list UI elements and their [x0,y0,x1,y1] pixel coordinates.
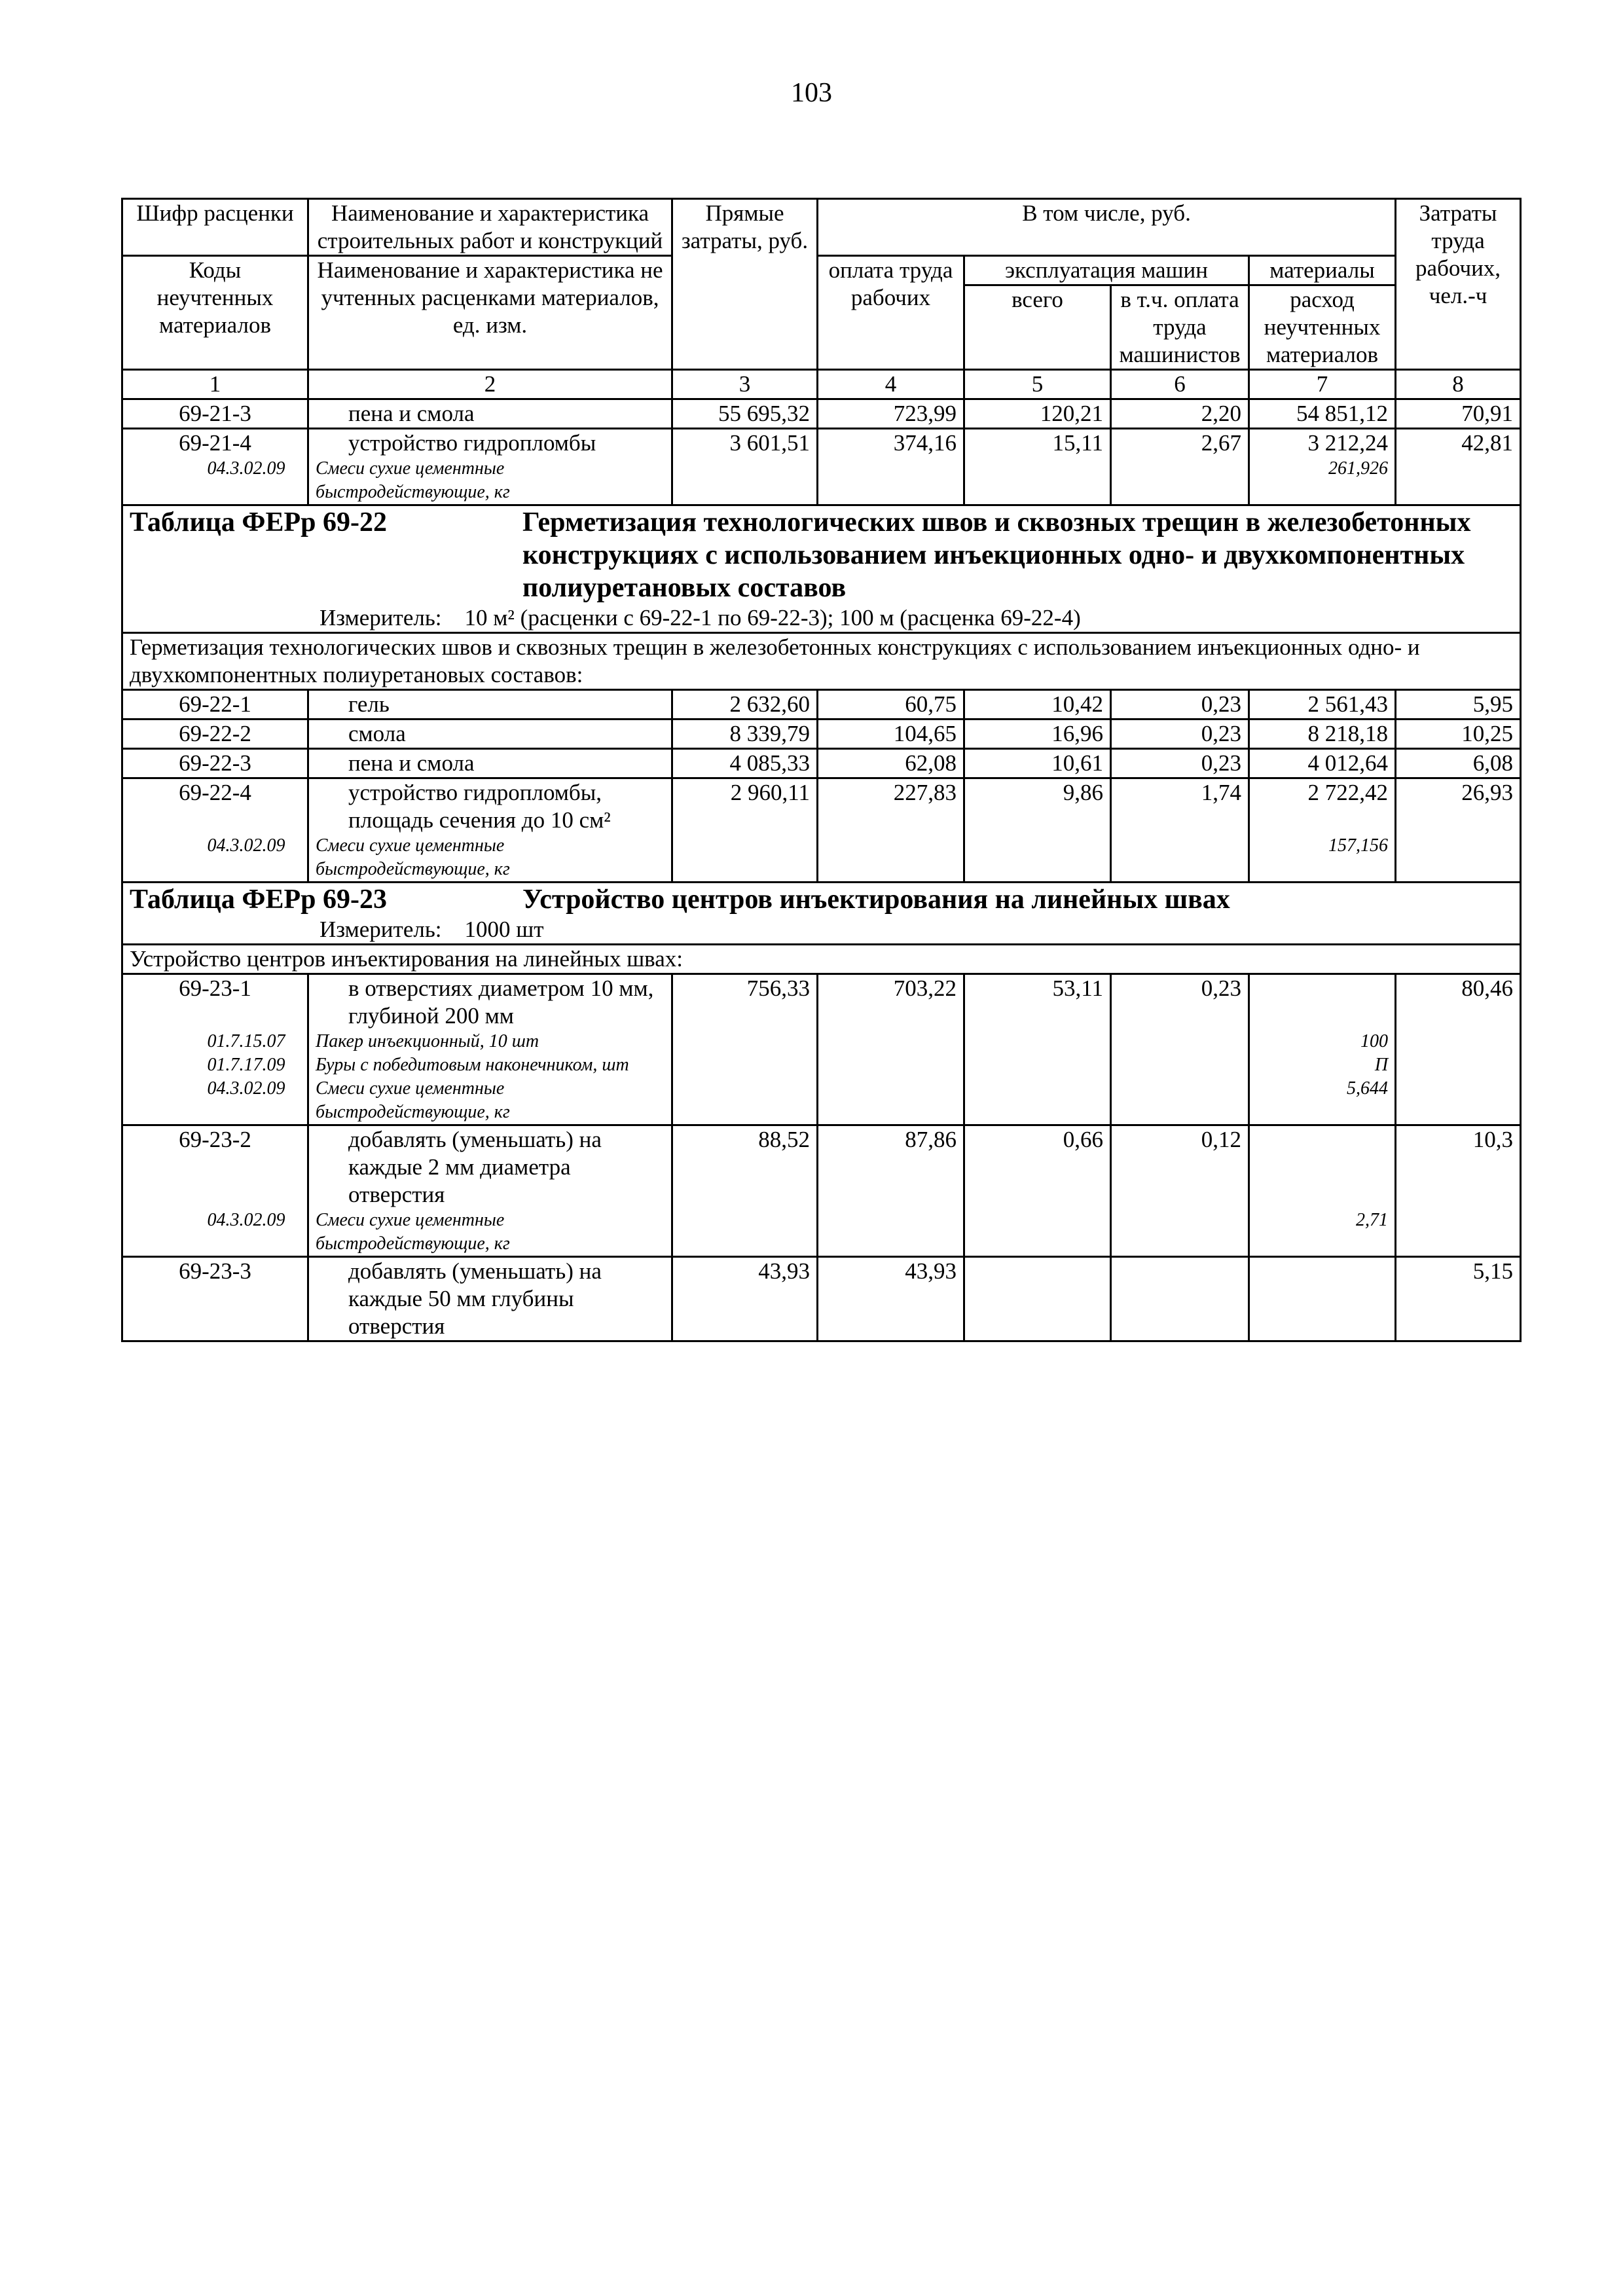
rate-cell-code [122,749,308,778]
rate-cell-materials-cost [1249,399,1396,429]
rate-labor-hours: 42,81 [1461,430,1514,456]
col-direct-header: Прямые затраты, руб. [672,199,818,370]
rate-cell-code [122,690,308,720]
rate-cell-code [122,429,308,505]
rate-machines-total: 120,21 [1040,401,1103,426]
rate-name: устройство гидропломбы [348,430,596,456]
rate-code: 69-22-4 [179,780,251,805]
rate-name: в отверстиях диаметром 10 мм, глубиной 200 мм [348,975,654,1029]
col-number: 6 [1111,370,1249,399]
rate-direct-cost: 2 960,11 [730,780,810,805]
rate-cell-direct-cost [672,1125,818,1257]
rate-machines-total: 10,42 [1051,691,1103,717]
rate-cell-machines-total [964,749,1111,778]
rate-row [122,399,1521,429]
rate-name: устройство гидропломбы, площадь сечения до 10 см² [348,780,611,833]
rate-cell-labor-pay [818,749,964,778]
measure-label: Измеритель: [319,605,442,630]
rate-cell-labor-pay [818,1125,964,1257]
rate-row [122,720,1521,749]
measure-value: 1000 шт [464,917,544,942]
rate-direct-cost: 88,52 [758,1127,810,1152]
rate-cell-direct-cost [672,974,818,1125]
rate-cell-machines-pay [1111,974,1249,1125]
rate-machines-pay: 0,23 [1201,750,1241,776]
rate-cell-code [122,778,308,883]
rate-row [122,974,1521,1125]
rate-cell-name [308,974,672,1125]
rate-cell-name [308,399,672,429]
rate-cell-machines-total [964,690,1111,720]
header-row-2 [122,256,1521,285]
rate-cell-machines-pay [1111,749,1249,778]
rate-name: добавлять (уменьшать) на каждые 50 мм глубины отверстия [348,1258,602,1339]
material-name: Смеси сухие цементные быстродействующие, кг [316,1210,510,1254]
rate-cell-materials-cost [1249,720,1396,749]
material-code: 04.3.02.09 [207,1078,285,1099]
rate-cell-name [308,429,672,505]
rate-cell-direct-cost [672,778,818,883]
rate-machines-pay: 0,12 [1201,1127,1241,1152]
col-labor-pay-header: оплата труда рабочих [818,256,964,370]
table-label: Таблица ФЕРр 69-23 [130,884,387,915]
rate-materials-cost [1256,975,1388,1030]
page-number: 103 [791,78,832,108]
rate-machines-total: 16,96 [1051,721,1103,746]
rate-materials-cost [1256,1126,1388,1209]
rate-cell-name [308,720,672,749]
rate-machines-total: 15,11 [1052,430,1103,456]
rate-labor-hours: 5,95 [1472,691,1514,717]
table-intro-row [122,945,1521,974]
rate-code: 69-21-3 [179,401,251,426]
rate-name: смола [348,721,406,746]
rate-code: 69-22-3 [179,750,251,776]
rate-cell-machines-total [964,1257,1111,1341]
rate-machines-total: 10,61 [1051,750,1103,776]
rate-materials-cost: 2 722,42 [1307,780,1389,805]
col-labor-header: Затраты труда рабочих, чел.-ч [1396,199,1521,370]
material-name: Смеси сухие цементные быстродействующие, кг [316,1078,510,1122]
rate-cell-machines-pay [1111,690,1249,720]
header-row-1 [122,199,1521,256]
material-qty: 261,926 [1328,458,1389,479]
rate-cell-name [308,749,672,778]
rate-materials-cost: 2 561,43 [1307,691,1389,717]
rate-cell-materials-cost [1249,690,1396,720]
rate-cell-labor-hours [1396,429,1521,505]
measure-label: Измеритель: [319,917,442,942]
col-number: 5 [964,370,1111,399]
rate-direct-cost: 756,33 [746,975,810,1001]
rate-labor-hours: 10,25 [1461,721,1514,746]
material-name: Буры с победитовым наконечником, шт [316,1055,629,1075]
rate-machines-total: 9,86 [1063,780,1103,805]
rate-machines-pay: 0,23 [1201,975,1241,1001]
col-machines-incl-header: в т.ч. оплата труда машинистов [1111,285,1249,370]
rate-materials-cost: 3 212,24 [1307,430,1389,456]
rate-labor-hours: 6,08 [1472,750,1514,776]
rate-cell-materials-cost [1249,749,1396,778]
rate-cell-machines-pay [1111,778,1249,883]
rate-labor-hours: 80,46 [1461,975,1514,1001]
table-title: Герметизация технологических швов и сквозных трещин в железобетонных конструкциях с использованием инъекционных одно- и двухкомпонентных полиуретановых составов [522,507,1471,603]
table-intro-row [122,633,1521,690]
col-materials-sub-header: расход неучтенных материалов [1249,285,1396,370]
rate-cell-code [122,1257,308,1341]
col-materials-name-header: Наименование и характеристика не учтенных расценками материалов, ед. изм. [308,256,672,370]
col-number: 2 [308,370,672,399]
rates-table [121,198,1522,1342]
rate-labor-pay: 227,83 [893,780,957,805]
rate-cell-direct-cost [672,690,818,720]
rate-machines-pay: 0,23 [1201,721,1241,746]
rate-cell-name [308,1257,672,1341]
rate-materials-cost: 4 012,64 [1307,750,1389,776]
rate-cell-materials-cost [1249,429,1396,505]
table-title-grid [130,883,1513,916]
rate-code: 69-22-1 [179,691,251,717]
rate-labor-pay: 374,16 [893,430,957,456]
rate-row [122,778,1521,883]
rate-cell-labor-hours [1396,778,1521,883]
table-measure [130,916,1513,943]
material-code: 01.7.15.07 [207,1031,285,1051]
rate-name: добавлять (уменьшать) на каждые 2 мм диаметра отверстия [348,1127,602,1207]
rate-cell-direct-cost [672,749,818,778]
table-intro: Устройство центров инъектирования на линейных швах: [122,945,1521,974]
rate-cell-labor-hours [1396,749,1521,778]
rate-machines-total: 53,11 [1052,975,1103,1001]
rate-labor-hours: 70,91 [1461,401,1514,426]
table-label: Таблица ФЕРр 69-22 [130,507,387,538]
rate-labor-hours: 10,3 [1472,1127,1514,1152]
rate-cell-direct-cost [672,720,818,749]
rate-labor-pay: 43,93 [905,1258,957,1284]
measure-value: 10 м² (расценки с 69-22-1 по 69-22-3); 100 м (расценка 69-22-4) [464,605,1081,630]
table-title: Устройство центров инъектирования на линейных швах [522,884,1230,915]
material-qty: 5,644 [1347,1078,1389,1099]
rate-cell-name [308,1125,672,1257]
table-intro: Герметизация технологических швов и сквозных трещин в железобетонных конструкциях с использованием инъекционных одно- и двухкомпонентных полиуретановых составов: [122,633,1521,690]
rate-code: 69-23-3 [179,1258,251,1284]
material-code: 01.7.17.09 [207,1055,285,1075]
rate-cell-materials-cost [1249,1257,1396,1341]
rate-cell-code [122,399,308,429]
column-numbers-row [122,370,1521,399]
rate-machines-pay: 1,74 [1201,780,1241,805]
rate-row [122,1125,1521,1257]
rate-cell-direct-cost [672,429,818,505]
col-number: 7 [1249,370,1396,399]
rate-cell-machines-total [964,399,1111,429]
rate-cell-machines-pay [1111,720,1249,749]
rate-labor-pay: 104,65 [893,721,957,746]
rate-cell-machines-total [964,1125,1111,1257]
rate-row [122,690,1521,720]
rate-code: 69-23-1 [179,975,251,1001]
rate-direct-cost: 8 339,79 [729,721,810,746]
rate-cell-code [122,720,308,749]
material-code: 04.3.02.09 [207,835,285,856]
col-materials-header: материалы [1249,256,1396,285]
rate-cell-labor-pay [818,1257,964,1341]
rate-labor-pay: 723,99 [893,401,957,426]
material-qty: 2,71 [1356,1210,1389,1230]
rate-row [122,1257,1521,1341]
rate-direct-cost: 55 695,32 [718,401,810,426]
rate-labor-hours: 5,15 [1472,1258,1514,1284]
rate-cell-labor-pay [818,399,964,429]
table-title-grid [130,506,1513,604]
col-machines-header: эксплуатация машин [964,256,1249,285]
material-code: 04.3.02.09 [207,1210,285,1230]
rate-cell-machines-total [964,974,1111,1125]
material-qty: П [1374,1055,1389,1075]
rate-cell-labor-hours [1396,974,1521,1125]
rate-row [122,749,1521,778]
rate-cell-labor-hours [1396,1257,1521,1341]
rate-machines-total: 0,66 [1063,1127,1103,1152]
rate-machines-pay: 2,20 [1201,401,1241,426]
rate-code: 69-21-4 [179,430,251,456]
rate-materials-cost: 8 218,18 [1307,721,1389,746]
rate-cell-machines-pay [1111,399,1249,429]
rate-labor-hours: 26,93 [1461,780,1514,805]
rate-materials-cost: 54 851,12 [1296,401,1389,426]
rate-labor-pay: 87,86 [905,1127,957,1152]
rate-name: пена и смола [348,750,475,776]
col-codes-header: Коды неучтенных материалов [122,256,308,370]
rate-cell-labor-pay [818,974,964,1125]
material-name: Смеси сухие цементные быстродействующие, кг [316,458,510,502]
rate-cell-labor-pay [818,690,964,720]
rate-cell-machines-pay [1111,1257,1249,1341]
rate-direct-cost: 4 085,33 [729,750,810,776]
rate-name: пена и смола [348,401,475,426]
rate-cell-direct-cost [672,399,818,429]
table-title-row [122,505,1521,633]
rate-direct-cost: 43,93 [758,1258,810,1284]
rate-labor-pay: 60,75 [905,691,957,717]
col-code-header: Шифр расценки [122,199,308,256]
rate-cell-code [122,1125,308,1257]
rate-cell-machines-total [964,429,1111,505]
material-qty: 157,156 [1328,835,1389,856]
material-code: 04.3.02.09 [207,458,285,479]
rate-cell-name [308,778,672,883]
rate-cell-labor-hours [1396,1125,1521,1257]
material-name: Пакер инъекционный, 10 шт [316,1031,539,1051]
rate-cell-machines-pay [1111,1125,1249,1257]
rate-cell-code [122,974,308,1125]
rate-code: 69-22-2 [179,721,251,746]
rate-cell-name [308,690,672,720]
rate-labor-pay: 703,22 [893,975,957,1001]
rate-cell-labor-pay [818,429,964,505]
table-measure [130,604,1513,632]
table-title-cell [122,883,1521,945]
material-qty: 100 [1360,1031,1389,1051]
rate-cell-machines-total [964,720,1111,749]
rate-cell-direct-cost [672,1257,818,1341]
rate-code: 69-23-2 [179,1127,251,1152]
rate-direct-cost: 3 601,51 [729,430,810,456]
table-title-cell [122,505,1521,633]
rate-cell-labor-hours [1396,690,1521,720]
col-name-header: Наименование и характеристика строительных работ и конструкций [308,199,672,256]
rate-direct-cost: 2 632,60 [729,691,810,717]
col-machines-total-header: всего [964,285,1111,370]
col-incl-header: В том числе, руб. [818,199,1396,256]
rate-row [122,429,1521,505]
col-number: 4 [818,370,964,399]
rate-cell-materials-cost [1249,778,1396,883]
material-name: Смеси сухие цементные быстродействующие, кг [316,835,510,879]
rate-cell-labor-pay [818,720,964,749]
rate-cell-labor-hours [1396,720,1521,749]
rate-cell-machines-pay [1111,429,1249,505]
table-title-row [122,883,1521,945]
col-number: 8 [1396,370,1521,399]
rate-cell-labor-pay [818,778,964,883]
rate-cell-materials-cost [1249,1125,1396,1257]
rate-name: гель [348,691,390,717]
col-number: 1 [122,370,308,399]
rate-machines-pay: 2,67 [1201,430,1241,456]
col-number: 3 [672,370,818,399]
rate-cell-materials-cost [1249,974,1396,1125]
rate-cell-labor-hours [1396,399,1521,429]
rate-cell-machines-total [964,778,1111,883]
rate-labor-pay: 62,08 [905,750,957,776]
rate-machines-pay: 0,23 [1201,691,1241,717]
